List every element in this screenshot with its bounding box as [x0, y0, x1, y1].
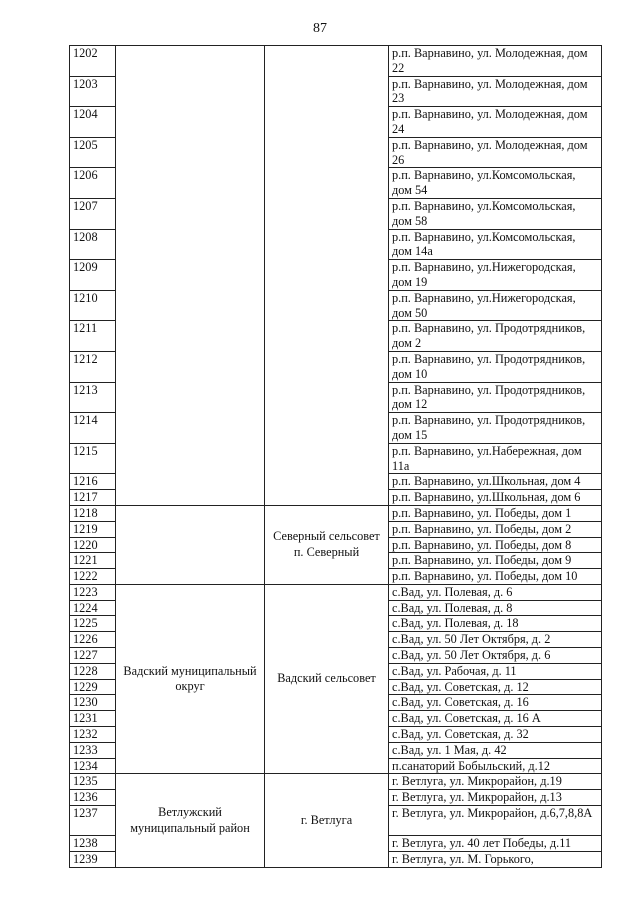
- row-number: 1204: [70, 107, 116, 138]
- address-cell: р.п. Варнавино, ул.Набережная, дом 11а: [389, 443, 602, 474]
- address-cell: р.п. Варнавино, ул. Победы, дом 10: [389, 569, 602, 585]
- row-number: 1231: [70, 711, 116, 727]
- row-number: 1217: [70, 490, 116, 506]
- address-cell: р.п. Варнавино, ул. Продотрядников, дом 2: [389, 321, 602, 352]
- row-number: 1230: [70, 695, 116, 711]
- row-number: 1205: [70, 137, 116, 168]
- address-cell: р.п. Варнавино, ул.Школьная, дом 4: [389, 474, 602, 490]
- address-cell: с.Вад, ул. Рабочая, д. 11: [389, 663, 602, 679]
- table-row: [70, 774, 602, 790]
- address-cell: г. Ветлуга, ул. М. Горького,: [389, 852, 602, 868]
- address-cell: р.п. Варнавино, ул.Нижегородская, дом 19: [389, 260, 602, 291]
- row-number: 1212: [70, 351, 116, 382]
- address-cell: г. Ветлуга, ул. Микрорайон, д.6,7,8,8А: [389, 806, 602, 836]
- row-number: 1236: [70, 790, 116, 806]
- row-number: 1223: [70, 584, 116, 600]
- row-number: 1211: [70, 321, 116, 352]
- address-cell: с.Вад, ул. 50 Лет Октября, д. 2: [389, 632, 602, 648]
- page-number: 87: [313, 21, 327, 36]
- row-number: 1218: [70, 505, 116, 521]
- address-cell: р.п. Варнавино, ул. Продотрядников, дом 10: [389, 351, 602, 382]
- address-cell: с.Вад, ул. Советская, д. 12: [389, 679, 602, 695]
- row-number: 1229: [70, 679, 116, 695]
- address-cell: р.п. Варнавино, ул. Продотрядников, дом 15: [389, 413, 602, 444]
- address-cell: с.Вад, ул. Полевая, д. 6: [389, 584, 602, 600]
- council-cell-vad: Вадский сельсовет: [265, 584, 389, 774]
- row-number: 1228: [70, 663, 116, 679]
- table-row: [70, 46, 602, 77]
- district-cell-vad: Вадский муниципальный округ: [116, 584, 265, 774]
- address-cell: г. Ветлуга, ул. Микрорайон, д.13: [389, 790, 602, 806]
- address-cell: с.Вад, ул. 1 Мая, д. 42: [389, 742, 602, 758]
- district-cell-empty: [116, 505, 265, 584]
- address-cell: с.Вад, ул. Советская, д. 16: [389, 695, 602, 711]
- address-cell: п.санаторий Бобыльский, д.12: [389, 758, 602, 774]
- address-cell: р.п. Варнавино, ул. Победы, дом 1: [389, 505, 602, 521]
- address-cell: р.п. Варнавино, ул.Комсомольская, дом 58: [389, 198, 602, 229]
- council-cell-severny: Северный сельсовет п. Северный: [265, 505, 389, 584]
- table-row: [70, 584, 602, 600]
- row-number: 1238: [70, 836, 116, 852]
- row-number: 1233: [70, 742, 116, 758]
- address-cell: р.п. Варнавино, ул. Победы, дом 9: [389, 553, 602, 569]
- address-cell: р.п. Варнавино, ул. Молодежная, дом 24: [389, 107, 602, 138]
- row-number: 1214: [70, 413, 116, 444]
- address-cell: р.п. Варнавино, ул.Комсомольская, дом 14а: [389, 229, 602, 260]
- row-number: 1239: [70, 852, 116, 868]
- row-number: 1222: [70, 569, 116, 585]
- row-number: 1202: [70, 46, 116, 77]
- address-cell: г. Ветлуга, ул. Микрорайон, д.19: [389, 774, 602, 790]
- row-number: 1224: [70, 600, 116, 616]
- row-number: 1209: [70, 260, 116, 291]
- row-number: 1232: [70, 727, 116, 743]
- address-cell: р.п. Варнавино, ул.Школьная, дом 6: [389, 490, 602, 506]
- address-cell: р.п. Варнавино, ул. Молодежная, дом 23: [389, 76, 602, 107]
- row-number: 1219: [70, 521, 116, 537]
- row-number: 1206: [70, 168, 116, 199]
- row-number: 1216: [70, 474, 116, 490]
- row-number: 1213: [70, 382, 116, 413]
- row-number: 1208: [70, 229, 116, 260]
- address-cell: с.Вад, ул. 50 Лет Октября, д. 6: [389, 648, 602, 664]
- address-cell: с.Вад, ул. Советская, д. 16 А: [389, 711, 602, 727]
- row-number: 1237: [70, 806, 116, 836]
- district-cell-vetluga: Ветлужский муниципальный район: [116, 774, 265, 868]
- address-cell: р.п. Варнавино, ул. Молодежная, дом 26: [389, 137, 602, 168]
- row-number: 1234: [70, 758, 116, 774]
- address-cell: р.п. Варнавино, ул. Молодежная, дом 22: [389, 46, 602, 77]
- row-number: 1225: [70, 616, 116, 632]
- row-number: 1235: [70, 774, 116, 790]
- address-cell: с.Вад, ул. Полевая, д. 8: [389, 600, 602, 616]
- district-cell-empty: [116, 46, 265, 506]
- address-cell: р.п. Варнавино, ул.Нижегородская, дом 50: [389, 290, 602, 321]
- address-cell: р.п. Варнавино, ул. Продотрядников, дом 12: [389, 382, 602, 413]
- row-number: 1207: [70, 198, 116, 229]
- address-cell: г. Ветлуга, ул. 40 лет Победы, д.11: [389, 836, 602, 852]
- row-number: 1210: [70, 290, 116, 321]
- row-number: 1221: [70, 553, 116, 569]
- address-cell: с.Вад, ул. Полевая, д. 18: [389, 616, 602, 632]
- row-number: 1215: [70, 443, 116, 474]
- row-number: 1226: [70, 632, 116, 648]
- table-row: [70, 505, 602, 521]
- address-cell: с.Вад, ул. Советская, д. 32: [389, 727, 602, 743]
- row-number: 1220: [70, 537, 116, 553]
- council-cell-empty: [265, 46, 389, 506]
- row-number: 1227: [70, 648, 116, 664]
- address-cell: р.п. Варнавино, ул. Победы, дом 2: [389, 521, 602, 537]
- address-cell: р.п. Варнавино, ул.Комсомольская, дом 54: [389, 168, 602, 199]
- council-cell-vetluga: г. Ветлуга: [265, 774, 389, 868]
- row-number: 1203: [70, 76, 116, 107]
- address-cell: р.п. Варнавино, ул. Победы, дом 8: [389, 537, 602, 553]
- address-table: [69, 45, 602, 868]
